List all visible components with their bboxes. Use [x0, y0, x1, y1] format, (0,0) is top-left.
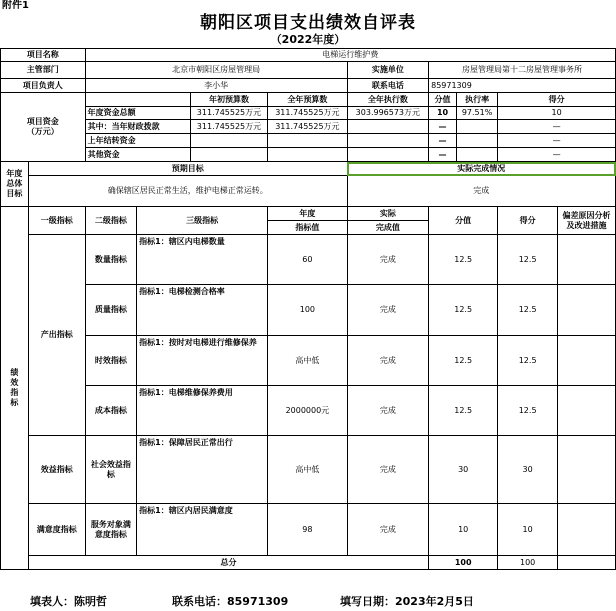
- funds-section-label: 项目资金 （万元）: [1, 93, 86, 162]
- overall-header-row: [1, 162, 616, 176]
- deviation-cell: [558, 235, 616, 285]
- deviation-cell: [558, 336, 616, 386]
- score-cell: 10: [498, 504, 558, 556]
- weight-cell: 12.5: [429, 285, 498, 336]
- total-label: 总分: [28, 556, 428, 570]
- actual-cell: 完成: [347, 504, 429, 556]
- funds-score: —: [498, 134, 616, 148]
- output-indicator-label: 产出指标: [28, 235, 85, 436]
- funds-score: —: [498, 148, 616, 162]
- actual-header: 实际: [347, 207, 429, 221]
- weight-cell: 12.5: [429, 386, 498, 436]
- level2-cell: 成本指标: [85, 386, 137, 436]
- col-score: 得分: [498, 93, 616, 107]
- target-cell: 高中低: [268, 436, 347, 504]
- actual-cell: 完成: [347, 336, 429, 386]
- funds-initial: [190, 134, 267, 148]
- actual-subheader: 完成值: [347, 221, 429, 235]
- score-cell: 12.5: [498, 336, 558, 386]
- filler-name: 填表人：陈明哲: [30, 595, 107, 608]
- row-department: [1, 62, 616, 79]
- funds-initial: [190, 148, 267, 162]
- annual-header: 年度: [268, 207, 347, 221]
- funds-row: [1, 107, 616, 120]
- funds-row-label: 其中：当年财政拨款: [85, 120, 190, 134]
- level3-cell: 指标1：电梯维修保养费用: [137, 386, 268, 436]
- funds-full: 311.745525万元: [268, 120, 347, 134]
- col-rate: 执行率: [456, 93, 497, 107]
- funds-executed: [347, 148, 429, 162]
- leader-label: 项目负责人: [1, 79, 86, 93]
- page-title: 朝阳区项目支出绩效自评表: [200, 13, 416, 33]
- attachment-label: 附件1: [2, 0, 29, 11]
- score-header: 得分: [498, 207, 558, 235]
- indicator-header-row-1: [1, 207, 616, 221]
- total-weight: 100: [429, 556, 498, 570]
- total-score: 100: [498, 556, 558, 570]
- funds-rate: [456, 134, 497, 148]
- impl-unit-label: 实施单位: [347, 62, 429, 79]
- level2-header: 二级指标: [85, 207, 137, 235]
- level2-cell: 时效指标: [85, 336, 137, 386]
- indicator-row: [1, 436, 616, 504]
- funds-row: [1, 134, 616, 148]
- project-name-value: 电梯运行维护费: [85, 49, 615, 62]
- indicator-row: [1, 285, 616, 336]
- expected-goal-text: 确保辖区居民正常生活，维护电梯正常运转。: [28, 176, 347, 207]
- funds-weight: —: [429, 134, 457, 148]
- overall-content-row: [1, 176, 616, 207]
- signature-footer: [0, 593, 616, 611]
- funds-weight: 10: [429, 107, 457, 120]
- level2-cell: 社会效益指标: [85, 436, 137, 504]
- col-initial-budget: 年初预算数: [190, 93, 267, 107]
- deviation-cell: [558, 285, 616, 336]
- funds-score: —: [498, 120, 616, 134]
- annual-subheader: 指标值: [268, 221, 347, 235]
- level3-cell: 指标1：辖区内居民满意度: [137, 504, 268, 556]
- level2-cell: 数量指标: [85, 235, 137, 285]
- level3-cell: 指标1：按时对电梯进行维修保养: [137, 336, 268, 386]
- funds-row-label: 年度资金总额: [85, 107, 190, 120]
- indicator-row: [1, 504, 616, 556]
- weight-header: 分值: [429, 207, 498, 235]
- funds-rate: [456, 120, 497, 134]
- col-full-budget: 全年预算数: [268, 93, 347, 107]
- phone-label: 联系电话: [347, 79, 429, 93]
- total-row: [1, 556, 616, 570]
- score-cell: 30: [498, 436, 558, 504]
- target-cell: 60: [268, 235, 347, 285]
- indicator-row: [1, 386, 616, 436]
- actual-cell: 完成: [347, 235, 429, 285]
- funds-executed: 303.996573万元: [347, 107, 429, 120]
- funds-row-label: 其他资金: [85, 148, 190, 162]
- funds-executed: [347, 120, 429, 134]
- actual-cell: 完成: [347, 285, 429, 336]
- deviation-cell: [558, 436, 616, 504]
- funds-rate: 97.51%: [456, 107, 497, 120]
- performance-indicator-label: 绩 效 指 标: [1, 207, 29, 570]
- funds-full: [268, 134, 347, 148]
- score-cell: 12.5: [498, 285, 558, 336]
- leader-value: 李小华: [85, 79, 347, 93]
- impl-unit-value: 房屋管理局第十二房屋管理事务所: [429, 62, 616, 79]
- funds-initial: 311.745525万元: [190, 107, 267, 120]
- weight-cell: 10: [429, 504, 498, 556]
- dept-label: 主管部门: [1, 62, 86, 79]
- benefit-indicator-label: 效益指标: [28, 436, 85, 504]
- target-cell: 高中低: [268, 336, 347, 386]
- score-cell: 12.5: [498, 386, 558, 436]
- satisfaction-indicator-label: 满意度指标: [28, 504, 85, 556]
- weight-cell: 12.5: [429, 235, 498, 285]
- funds-initial: 311.745525万元: [190, 120, 267, 134]
- funds-rate: [456, 148, 497, 162]
- dept-value: 北京市朝阳区房屋管理局: [85, 62, 347, 79]
- funds-weight: —: [429, 120, 457, 134]
- indicator-row: [1, 235, 616, 285]
- fill-date: 填写日期：2023年2月5日: [340, 595, 474, 608]
- weight-cell: 30: [429, 436, 498, 504]
- funds-full: [268, 148, 347, 162]
- actual-cell: 完成: [347, 386, 429, 436]
- funds-score: 10: [498, 107, 616, 120]
- level2-cell: 服务对象满意度指标: [85, 504, 137, 556]
- deviation-cell: [558, 386, 616, 436]
- actual-completion-text: 完成: [347, 176, 615, 207]
- funds-full: 311.745525万元: [268, 107, 347, 120]
- level3-cell: 指标1：电梯检测合格率: [137, 285, 268, 336]
- weight-cell: 12.5: [429, 336, 498, 386]
- row-project-name: [1, 49, 616, 62]
- col-weight: 分值: [429, 93, 457, 107]
- actual-cell: 完成: [347, 436, 429, 504]
- row-leader: [1, 79, 616, 93]
- col-executed: 全年执行数: [347, 93, 429, 107]
- level3-cell: 指标1：辖区内电梯数量: [137, 235, 268, 285]
- funds-row-label: 上年结转资金: [85, 134, 190, 148]
- deviation-cell: [558, 504, 616, 556]
- project-name-label: 项目名称: [1, 49, 86, 62]
- level3-cell: 指标1：保障居民正常出行: [137, 436, 268, 504]
- funds-executed: [347, 134, 429, 148]
- actual-completion-header[interactable]: 实际完成情况: [347, 162, 615, 176]
- score-cell: 12.5: [498, 235, 558, 285]
- page-subtitle: （2022年度）: [270, 33, 346, 46]
- funds-weight: —: [429, 148, 457, 162]
- funds-row: [1, 120, 616, 134]
- phone-value: 85971309: [429, 79, 616, 93]
- funds-row: [1, 148, 616, 162]
- expected-goal-header: 预期目标: [28, 162, 347, 176]
- filler-phone: 联系电话：85971309: [172, 595, 289, 608]
- target-cell: 100: [268, 285, 347, 336]
- deviation-header: 偏差原因分析及改进措施: [558, 207, 616, 235]
- target-cell: 98: [268, 504, 347, 556]
- overall-goal-label: 年度 总体 目标: [1, 162, 29, 207]
- indicator-row: [1, 336, 616, 386]
- level2-cell: 质量指标: [85, 285, 137, 336]
- level3-header: 三级指标: [137, 207, 268, 235]
- funds-header-row: [1, 93, 616, 107]
- evaluation-table: [0, 48, 616, 570]
- target-cell: 2000000元: [268, 386, 347, 436]
- level1-header: 一级指标: [28, 207, 85, 235]
